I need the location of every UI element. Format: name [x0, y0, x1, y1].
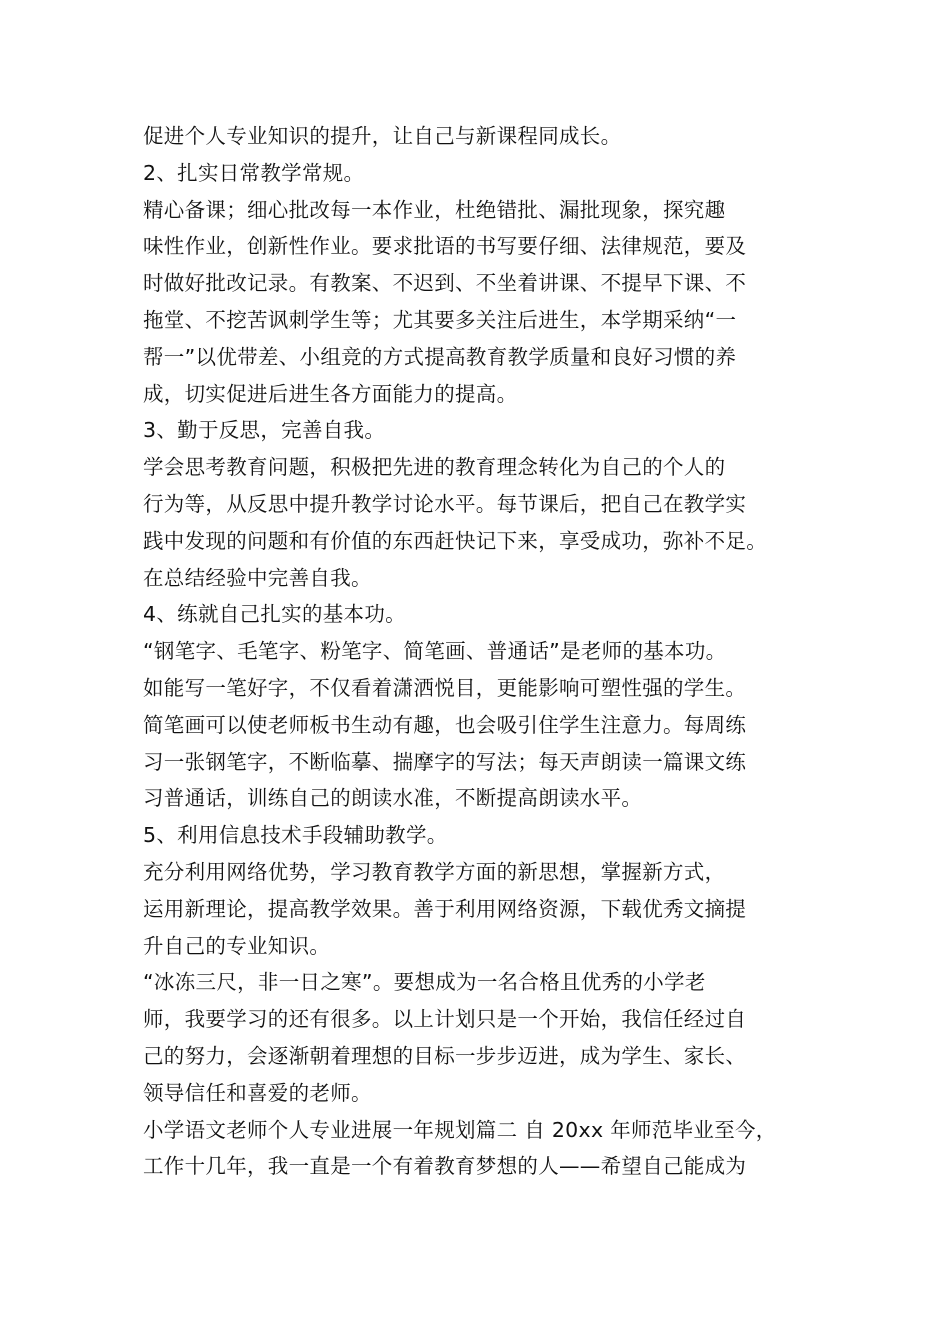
text-line: 精心备课；细心批改每一本作业，杜绝错批、漏批现象，探究趣: [143, 197, 726, 222]
text-line: 运用新理论，提高教学效果。善于利用网络资源，下载优秀文摘提: [143, 896, 747, 921]
text-line: 习一张钢笔字，不断临摹、揣摩字的写法；每天声朗读一篇课文练: [143, 749, 747, 774]
text-line: 3、勤于反思，完善自我。: [143, 418, 386, 443]
text-line: 拖堂、不挖苦讽刺学生等；尤其要多关注后进生，本学期采纳“一: [143, 307, 737, 332]
text-line: 充分利用网络优势，学习教育教学方面的新思想，掌握新方式，: [143, 859, 726, 884]
text-line: 升自己的专业知识。: [143, 933, 331, 958]
text-line: 味性作业，创新性作业。要求批语的书写要仔细、法律规范，要及: [143, 234, 747, 259]
document-body: [143, 118, 823, 1185]
text-line: 4、练就自己扎实的基本功。: [143, 602, 406, 627]
text-line: 师，我要学习的还有很多。以上计划只是一个开始，我信任经过自: [143, 1007, 747, 1032]
text-line: 时做好批改记录。有教案、不迟到、不坐着讲课、不提早下课、不: [143, 271, 747, 296]
text-line: 简笔画可以使老师板书生动有趣，也会吸引住学生注意力。每周练: [143, 712, 747, 737]
text-line: 在总结经验中完善自我。: [143, 565, 372, 590]
text-line: 帮一”以优带差、小组竞的方式提高教育教学质量和良好习惯的养: [143, 344, 737, 369]
text-line: 学会思考教育问题，积极把先进的教育理念转化为自己的个人的: [143, 455, 726, 480]
text-line: “冰冻三尺，非一日之寒”。要想成为一名合格且优秀的小学老: [143, 970, 706, 995]
text-line: 己的努力，会逐渐朝着理想的目标一步步迈进，成为学生、家长、: [143, 1043, 747, 1068]
text-line: 2、扎实日常教学常规。: [143, 160, 365, 185]
text-line: 小学语文老师个人专业进展一年规划篇二 自 20xx 年师范毕业至今，: [143, 1117, 777, 1142]
text-line: 如能写一笔好字，不仅看着潇洒悦目，更能影响可塑性强的学生。: [143, 675, 747, 700]
text-line: “钢笔字、毛笔字、粉笔字、简笔画、普通话”是老师的基本功。: [143, 639, 727, 664]
text-line: 习普通话，训练自己的朗读水准，不断提高朗读水平。: [143, 786, 643, 811]
text-line: 促进个人专业知识的提升，让自己与新课程同成长。: [143, 124, 622, 148]
text-line: 工作十几年，我一直是一个有着教育梦想的人——希望自己能成为: [143, 1154, 747, 1179]
text-line: 领导信任和喜爱的老师。: [143, 1080, 372, 1105]
text-line: 行为等，从反思中提升教学讨论水平。每节课后，把自己在教学实: [143, 491, 747, 516]
text-line: 5、利用信息技术手段辅助教学。: [143, 823, 448, 848]
text-line: 成，切实促进后进生各方面能力的提高。: [143, 381, 518, 406]
text-line: 践中发现的问题和有价值的东西赶快记下来，享受成功，弥补不足。: [143, 528, 767, 553]
